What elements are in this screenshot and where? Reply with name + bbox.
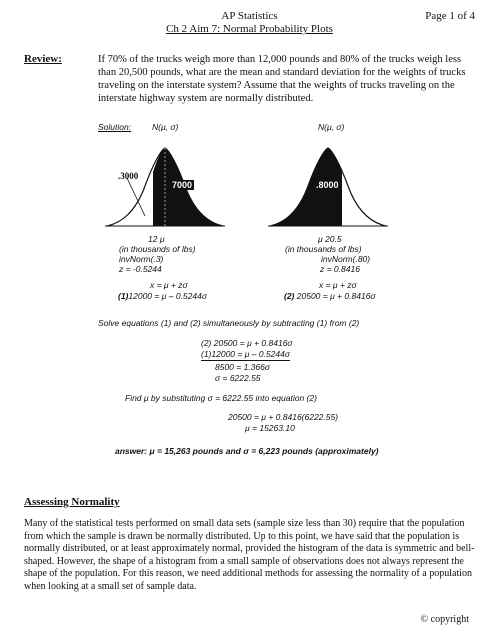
left-equation: (1)12000 = μ – 0.5244σ — [118, 291, 207, 301]
right-equation: (2) 20500 = μ + 0.8416σ — [284, 291, 376, 301]
copyright: © copyright — [420, 614, 469, 625]
left-axis-label: 12 μ — [148, 234, 165, 244]
course-title: AP Statistics — [221, 10, 278, 22]
aim-title: Ch 2 Aim 7: Normal Probability Plots — [166, 23, 333, 35]
right-z: z = 0.8416 — [320, 264, 360, 274]
page-number: Page 1 of 4 — [425, 10, 475, 22]
right-formula: x = μ + zσ — [319, 280, 357, 290]
left-z: z = -0.5244 — [119, 264, 162, 274]
subtract-line-2: (1)12000 = μ – 0.5244σ — [201, 349, 290, 359]
mu-line-2: μ = 15263.10 — [245, 423, 295, 433]
assessing-normality-body: Many of the statistical tests performed on small data sets (sample size less than 30) require that the population from which the sample is drawn be normally distributed. Up to this point, we have said that the population is normally distributed, or at least approximately normal, provided the histogram of the data is symmetric and bell-shaped. However, the shape of a histogram from a small sample of observations does not always represent the shape of the population. For this reason, we need additional methods for assessing the normality of a population when looking at a small set of sample data. — [24, 518, 475, 592]
subtract-line-4: σ = 6222.55 — [215, 373, 261, 383]
answer: answer: μ = 15,263 pounds and σ = 6,223 pounds (approximately) — [115, 446, 379, 456]
solution-label: Solution: — [98, 122, 132, 132]
find-mu-instruction: Find μ by substituting σ = 6222.55 into equation (2) — [125, 393, 317, 403]
right-shaded-label: .8000 — [316, 180, 339, 190]
right-invnorm: invNorm(.80) — [321, 254, 371, 264]
review-label: Review: — [24, 53, 62, 65]
left-formula: x = μ + zσ — [150, 280, 188, 290]
left-dist-label: N(μ, σ) — [152, 122, 179, 132]
assessing-normality-heading: Assessing Normality — [24, 496, 120, 508]
left-invnorm: invNorm(.3) — [119, 254, 164, 264]
right-units: (in thousands of lbs) — [285, 244, 362, 254]
left-shaded-label: 7000 — [172, 180, 193, 190]
mu-line-1: 20500 = μ + 0.8416(6222.55) — [228, 412, 339, 422]
subtract-line-3: 8500 = 1.366σ — [215, 362, 270, 372]
right-dist-label: N(μ, σ) — [318, 122, 345, 132]
right-axis-label: μ 20.5 — [318, 234, 342, 244]
review-problem: If 70% of the trucks weigh more than 12,000 pounds and 80% of the trucks weigh less than 20,500 pounds, what are the mean and standard deviation for the weights of trucks traveling on the interstate system? Assume that the weights of trucks traveling on the interstate highway system are normally distributed. — [98, 54, 466, 104]
left-units: (in thousands of lbs) — [119, 244, 196, 254]
subtract-line-1: (2) 20500 = μ + 0.8416σ — [201, 338, 293, 348]
solve-instruction: Solve equations (1) and (2) simultaneously by subtracting (1) from (2) — [98, 318, 360, 328]
left-tail-label: .3000 — [118, 171, 139, 181]
